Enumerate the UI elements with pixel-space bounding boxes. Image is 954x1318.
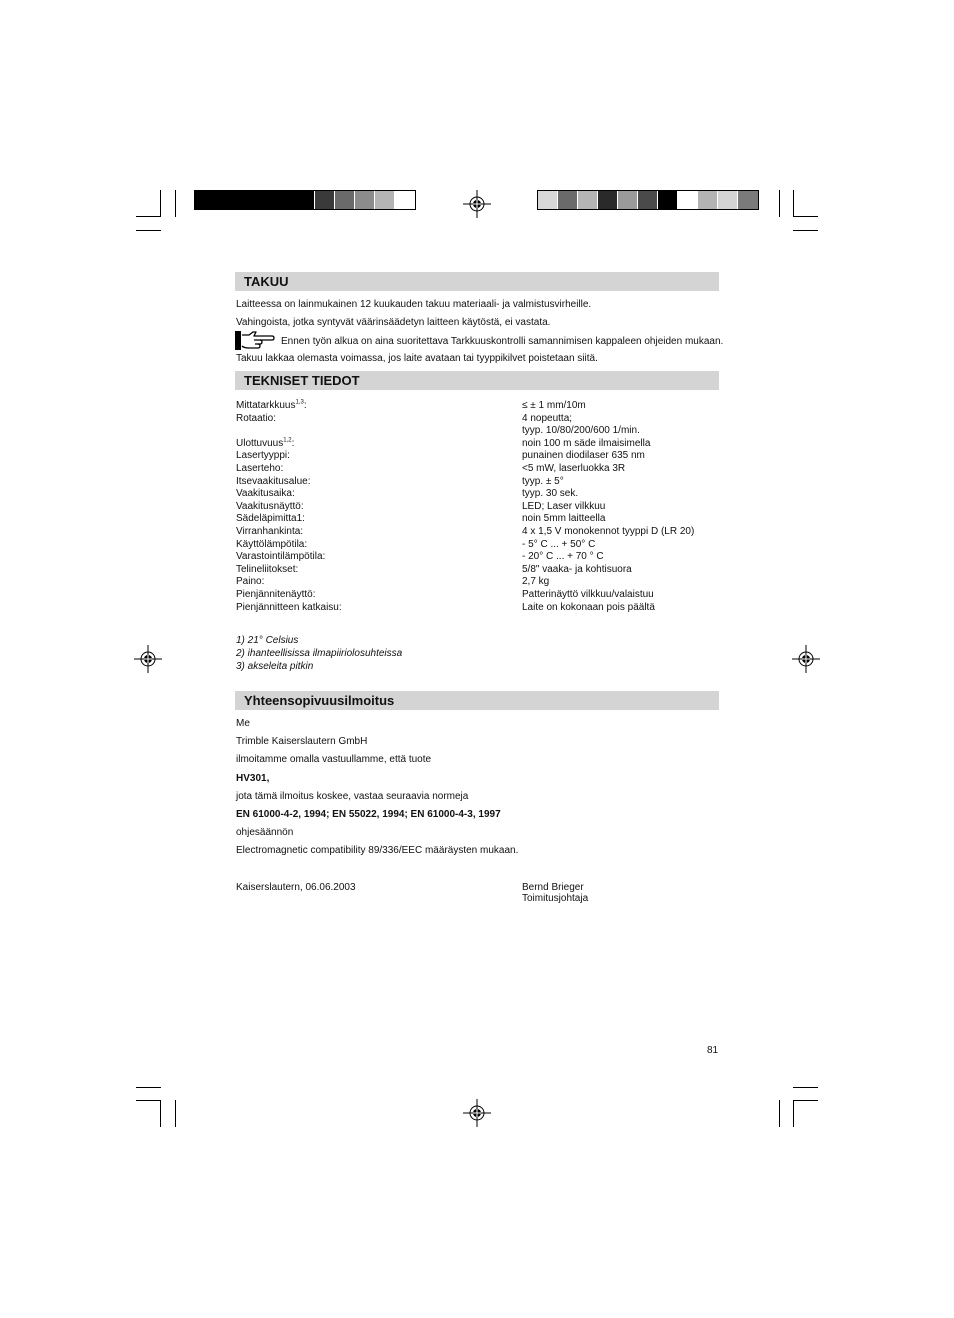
color-swatch [315, 191, 335, 209]
spec-value: 2,7 kg [522, 576, 550, 588]
spec-row [236, 413, 720, 426]
footnote: 2) ihanteellisissa ilmapiiriolosuhteissa [236, 648, 403, 659]
spec-row [236, 488, 720, 501]
crop-mark [793, 1100, 794, 1127]
section-title-conformity: Yhteensopivuusilmoitus [235, 691, 719, 710]
spec-value: <5 mW, laserluokka 3R [522, 463, 626, 474]
spec-label: Paino: [236, 576, 265, 588]
conformity-line: ohjesäännön [236, 827, 294, 839]
spec-label: Sädeläpimitta1: [236, 513, 305, 525]
conformity-line: Trimble Kaiserslautern GmbH [236, 736, 368, 748]
spec-row [236, 539, 720, 552]
crop-mark [175, 1100, 176, 1127]
color-swatch [295, 191, 315, 209]
spec-value: Laite on kokonaan pois päältä [522, 601, 655, 613]
spec-value: 4 x 1,5 V monokennot tyyppi D (LR 20) [522, 526, 695, 537]
crop-mark [793, 1087, 818, 1088]
signer-title: Toimitusjohtaja [522, 893, 589, 904]
spec-row [236, 501, 720, 514]
spec-label: Laserteho: [236, 463, 284, 474]
spec-value: tyyp. ± 5° [522, 475, 564, 487]
color-swatch [395, 191, 415, 209]
spec-label: Pienjännitenäyttö: [236, 589, 316, 600]
color-swatch [598, 191, 618, 209]
registration-target-icon [463, 1099, 491, 1127]
registration-target-icon [792, 645, 820, 673]
spec-row [236, 576, 720, 589]
color-calibration-bar-left [194, 190, 416, 210]
takuu-paragraph: Vahingoista, jotka syntyvät väärinsäädetyn laitteen käytöstä, ei vastata. [236, 317, 551, 328]
spec-value: - 5° C ... + 50° C [522, 538, 596, 550]
spec-row [236, 551, 720, 564]
color-swatch [235, 191, 255, 209]
spec-value: 4 nopeutta; [522, 412, 573, 424]
color-swatch [738, 191, 758, 209]
crop-mark [160, 1100, 161, 1127]
crop-mark [793, 216, 818, 217]
color-swatch [355, 191, 375, 209]
color-swatch [255, 191, 275, 209]
takuu-paragraph: Takuu lakkaa olemasta voimassa, jos laite avataan tai tyyppikilvet poistetaan siitä. [236, 353, 598, 364]
spec-row [236, 564, 720, 577]
color-swatch [698, 191, 718, 209]
crop-mark [779, 190, 780, 217]
footnote-ref: 1,2 [283, 437, 292, 444]
registration-target-icon [134, 645, 162, 673]
color-calibration-bar-right [537, 190, 759, 210]
crop-mark [779, 1100, 780, 1127]
color-swatch [375, 191, 395, 209]
crop-mark [136, 1087, 161, 1088]
color-swatch [718, 191, 738, 209]
conformity-line: Electromagnetic compatibility 89/336/EEC määräysten mukaan. [236, 845, 519, 857]
place-date: Kaiserslautern, 06.06.2003 [236, 882, 356, 893]
color-swatch [618, 191, 638, 209]
spec-label: Virranhankinta: [236, 526, 304, 537]
section-title-takuu: TAKUU [235, 272, 719, 291]
color-swatch [578, 191, 598, 209]
color-swatch [215, 191, 235, 209]
crop-mark [136, 1100, 161, 1101]
spec-row [236, 526, 720, 539]
spec-value: Patterinäyttö vilkkuu/valaistuu [522, 589, 654, 600]
spec-value: LED; Laser vilkkuu [522, 500, 606, 512]
spec-row [236, 438, 720, 451]
color-swatch [538, 191, 558, 209]
spec-row [236, 476, 720, 489]
spec-label: Varastointilämpötila: [236, 551, 326, 563]
color-swatch [558, 191, 578, 209]
footnote: 1) 21° Celsius [236, 635, 299, 646]
spec-row [236, 400, 720, 413]
takuu-note: Ennen työn alkua on aina suoritettava Tarkkuuskontrolli samannimisen kappaleen ohjeiden mukaan. [281, 336, 724, 347]
spec-label: Rotaatio: [236, 412, 277, 424]
page-number: 81 [707, 1045, 719, 1056]
spec-label: Telineliitokset: [236, 563, 299, 575]
spec-row [236, 450, 720, 463]
spec-row [236, 463, 720, 476]
color-swatch [658, 191, 678, 209]
color-swatch [638, 191, 658, 209]
crop-mark [160, 190, 161, 217]
conformity-line: ilmoitamme omalla vastuullamme, että tuote [236, 754, 432, 766]
registration-target-icon [463, 190, 491, 218]
crop-mark [136, 230, 161, 231]
conformity-line: Me [236, 718, 250, 729]
spec-label: Itsevaakitusalue: [236, 475, 311, 487]
crop-mark [793, 190, 794, 217]
crop-mark [136, 216, 161, 217]
spec-label: Pienjännitteen katkaisu: [236, 601, 342, 613]
conformity-line: HV301, [236, 772, 270, 784]
crop-mark [793, 230, 818, 231]
section-title-tekniset-tiedot: TEKNISET TIEDOT [235, 371, 719, 390]
spec-row [236, 589, 720, 602]
spec-row [236, 602, 720, 615]
spec-label: Vaakitusnäyttö: [236, 500, 304, 512]
spec-label: Lasertyyppi: [236, 450, 290, 462]
spec-value: tyyp. 30 sek. [522, 488, 579, 500]
conformity-line: jota tämä ilmoitus koskee, vastaa seuraavia normeja [236, 790, 469, 802]
spec-value: noin 5mm laitteella [522, 513, 606, 525]
spec-value: tyyp. 10/80/200/600 1/min. [522, 425, 640, 437]
crop-mark [793, 1100, 818, 1101]
spec-value: punainen diodilaser 635 nm [522, 450, 645, 462]
spec-label: Vaakitusaika: [236, 488, 295, 500]
spec-label: Ulottuvuus$^{1,2}$: [236, 437, 295, 449]
spec-row [236, 513, 720, 526]
spec-value: - 20° C ... + 70 ° C [522, 551, 604, 563]
spec-value: noin 100 m säde ilmaisimella [522, 437, 651, 449]
spec-value: 5/8" vaaka- ja kohtisuora [522, 563, 632, 575]
pointing-hand-icon [235, 331, 275, 350]
footnote-ref: 1,3 [295, 399, 304, 406]
spec-label: Mittatarkkuus$^{1,3}$: [236, 399, 307, 411]
color-swatch [195, 191, 215, 209]
color-swatch [335, 191, 355, 209]
takuu-paragraph: Laitteessa on lainmukainen 12 kuukauden takuu materiaali- ja valmistusvirheille. [236, 299, 592, 310]
footnote: 3) akseleita pitkin [236, 661, 314, 672]
color-swatch [275, 191, 295, 209]
crop-mark [175, 190, 176, 217]
spec-label: Käyttölämpötila: [236, 538, 308, 550]
color-swatch [678, 191, 698, 209]
spec-row [236, 425, 720, 438]
signer-name: Bernd Brieger [522, 882, 584, 893]
conformity-line: EN 61000-4-2, 1994; EN 55022, 1994; EN 61000-4-3, 1997 [236, 809, 501, 820]
spec-value: ≤ ± 1 mm/10m [522, 400, 586, 411]
